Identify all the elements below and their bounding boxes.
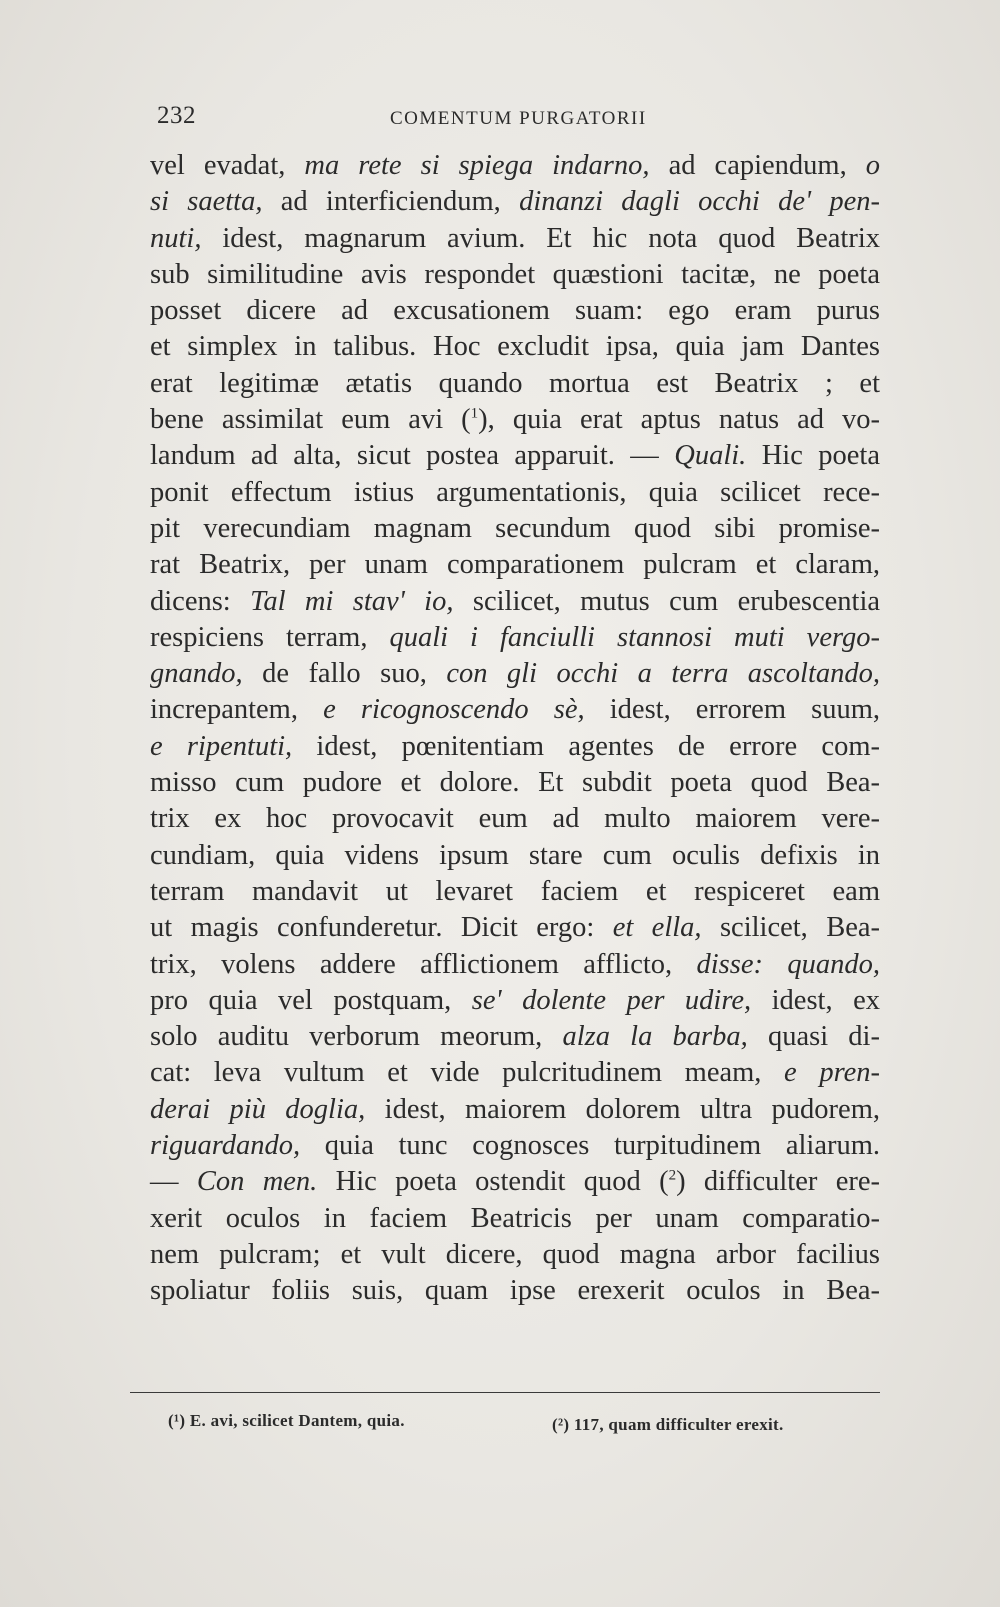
footnote-reference: ($^1$) xyxy=(461,404,488,436)
text-line xyxy=(150,1273,880,1309)
text-line xyxy=(150,1201,880,1237)
text-line xyxy=(150,329,880,365)
page-header xyxy=(157,102,687,142)
text-segment: trix, volens addere afflictionem afflicto, xyxy=(150,948,697,980)
text-segment: et simplex in talibus. Hoc excludit ipsa, quia jam Dantes xyxy=(150,331,880,363)
italic-quotation: se' dolente per udire, xyxy=(471,984,752,1016)
text-line xyxy=(150,729,880,765)
italic-quotation: e ripentuti, xyxy=(150,730,293,762)
text-line xyxy=(150,947,880,983)
italic-quotation: nuti, xyxy=(150,222,202,254)
text-segment: ad interficiendum, xyxy=(262,186,520,218)
text-segment: Hic poeta xyxy=(746,440,880,472)
italic-quotation: si saetta, xyxy=(150,186,263,218)
italic-quotation: e ricognoscendo sè, xyxy=(323,694,585,726)
text-segment: misso cum pudore et dolore. Et subdit poeta quod Bea- xyxy=(150,767,880,799)
text-segment: terram mandavit ut levaret faciem et respiceret eam xyxy=(150,875,880,907)
italic-quotation: ma rete si spiega indarno, xyxy=(304,150,650,181)
text-segment: idest, pœnitentiam agentes de errore com- xyxy=(292,730,880,762)
italic-quotation: derai più doglia, xyxy=(150,1093,366,1125)
text-line xyxy=(150,366,880,402)
footnote-1: (¹) E. avi, scilicet Dantem, quia. xyxy=(168,1411,405,1430)
footnote-reference: ($^2$) xyxy=(659,1166,686,1198)
italic-quotation: riguardando, xyxy=(150,1130,301,1162)
text-segment: cundiam, quia videns ipsum stare cum oculis defixis in xyxy=(150,839,880,871)
page-number: 232 xyxy=(157,102,196,129)
text-segment: difficulter ere- xyxy=(685,1166,880,1198)
text-segment: Hic poeta ostendit quod xyxy=(317,1166,660,1198)
running-title: COMENTUM PURGATORII xyxy=(390,108,647,129)
footnote-rule xyxy=(130,1392,880,1393)
italic-quotation: dinanzi dagli occhi de' pen- xyxy=(519,186,880,218)
italic-quotation: Quali. xyxy=(674,440,747,472)
text-segment: idest, magnarum avium. Et hic nota quod Beatrix xyxy=(201,222,880,254)
text-segment: idest, errorem suum, xyxy=(584,694,880,726)
text-line xyxy=(150,692,880,728)
text-segment: nem pulcram; et vult dicere, quod magna arbor facilius xyxy=(150,1238,880,1270)
text-segment: quia tunc cognosces turpitudinem aliarum. xyxy=(300,1130,880,1162)
italic-quotation: disse: quando, xyxy=(696,948,880,980)
text-segment: spoliatur foliis suis, quam ipse erexerit oculos in Bea- xyxy=(150,1275,880,1307)
text-segment: — xyxy=(150,1166,197,1198)
text-segment: scilicet, Bea- xyxy=(701,912,880,944)
text-line xyxy=(150,184,880,220)
text-segment: scilicet, mutus cum erubescentia xyxy=(453,585,881,617)
text-segment: dicens: xyxy=(150,585,251,617)
text-line xyxy=(150,620,880,656)
text-segment: increpantem, xyxy=(150,694,324,726)
text-segment: ponit effectum istius argumentationis, quia scilicet rece- xyxy=(150,476,880,508)
italic-quotation: con gli occhi a terra ascoltando, xyxy=(446,658,881,690)
text-segment: landum ad alta, sicut postea apparuit. — xyxy=(150,440,675,472)
text-line xyxy=(150,148,880,184)
text-line xyxy=(150,1092,880,1128)
text-segment: ad capiendum, xyxy=(649,150,866,181)
text-line xyxy=(150,1164,880,1200)
italic-quotation: o xyxy=(865,150,881,181)
text-line xyxy=(150,838,880,874)
text-segment: quasi di- xyxy=(747,1021,880,1053)
text-line xyxy=(150,547,880,583)
text-segment: , quia erat aptus natus ad vo- xyxy=(487,404,881,436)
text-segment: posset dicere ad excusationem suam: ego eram purus xyxy=(150,295,880,327)
text-line xyxy=(150,402,880,438)
text-segment: pit verecundiam magnam secundum quod sibi promise- xyxy=(150,512,880,544)
body-text xyxy=(150,148,880,1310)
text-line xyxy=(150,656,880,692)
text-segment: respiciens terram, xyxy=(150,621,390,653)
text-segment: trix ex hoc provocavit eum ad multo maiorem vere- xyxy=(150,803,880,835)
text-line xyxy=(150,475,880,511)
italic-quotation: e pren- xyxy=(784,1057,880,1089)
text-line xyxy=(150,293,880,329)
italic-quotation: alza la barba, xyxy=(562,1021,748,1053)
text-segment: de fallo suo, xyxy=(242,658,447,690)
text-line xyxy=(150,983,880,1019)
text-segment: solo auditu verborum meorum, xyxy=(150,1021,563,1053)
text-segment: bene assimilat eum avi xyxy=(150,404,462,436)
text-segment: cat: leva vultum et vide pulcritudinem meam, xyxy=(150,1057,785,1089)
text-line xyxy=(150,1237,880,1273)
text-segment: xerit oculos in faciem Beatricis per unam comparatio- xyxy=(150,1202,880,1234)
text-line xyxy=(150,1055,880,1091)
text-segment: sub similitudine avis respondet quæstioni tacitæ, ne poeta xyxy=(150,258,880,290)
footnote-2: (²) 117, quam difficulter erexit. xyxy=(552,1415,784,1434)
text-segment: ut magis confunderetur. Dicit ergo: xyxy=(150,912,613,944)
text-line xyxy=(150,1019,880,1055)
text-line xyxy=(150,438,880,474)
italic-quotation: gnando, xyxy=(150,658,243,690)
italic-quotation: Con men. xyxy=(196,1166,318,1198)
italic-quotation: quali i fanciulli stannosi muti vergo- xyxy=(389,621,880,653)
text-segment: idest, maiorem dolorem ultra pudorem, xyxy=(365,1093,880,1125)
italic-quotation: Tal mi stav' io, xyxy=(250,585,454,617)
text-line xyxy=(150,910,880,946)
text-line xyxy=(150,584,880,620)
text-segment: erat legitimæ ætatis quando mortua est Beatrix ; et xyxy=(150,367,880,399)
text-line xyxy=(150,511,880,547)
text-segment: vel evadat, xyxy=(150,150,305,181)
italic-quotation: et ella, xyxy=(612,912,702,944)
text-segment: pro quia vel postquam, xyxy=(150,984,472,1016)
text-segment: rat Beatrix, per unam comparationem pulcram et claram, xyxy=(150,549,880,581)
text-line xyxy=(150,257,880,293)
text-line xyxy=(150,801,880,837)
text-segment: idest, ex xyxy=(751,984,880,1016)
text-line xyxy=(150,874,880,910)
text-line xyxy=(150,221,880,257)
text-line xyxy=(150,1128,880,1164)
text-line xyxy=(150,765,880,801)
